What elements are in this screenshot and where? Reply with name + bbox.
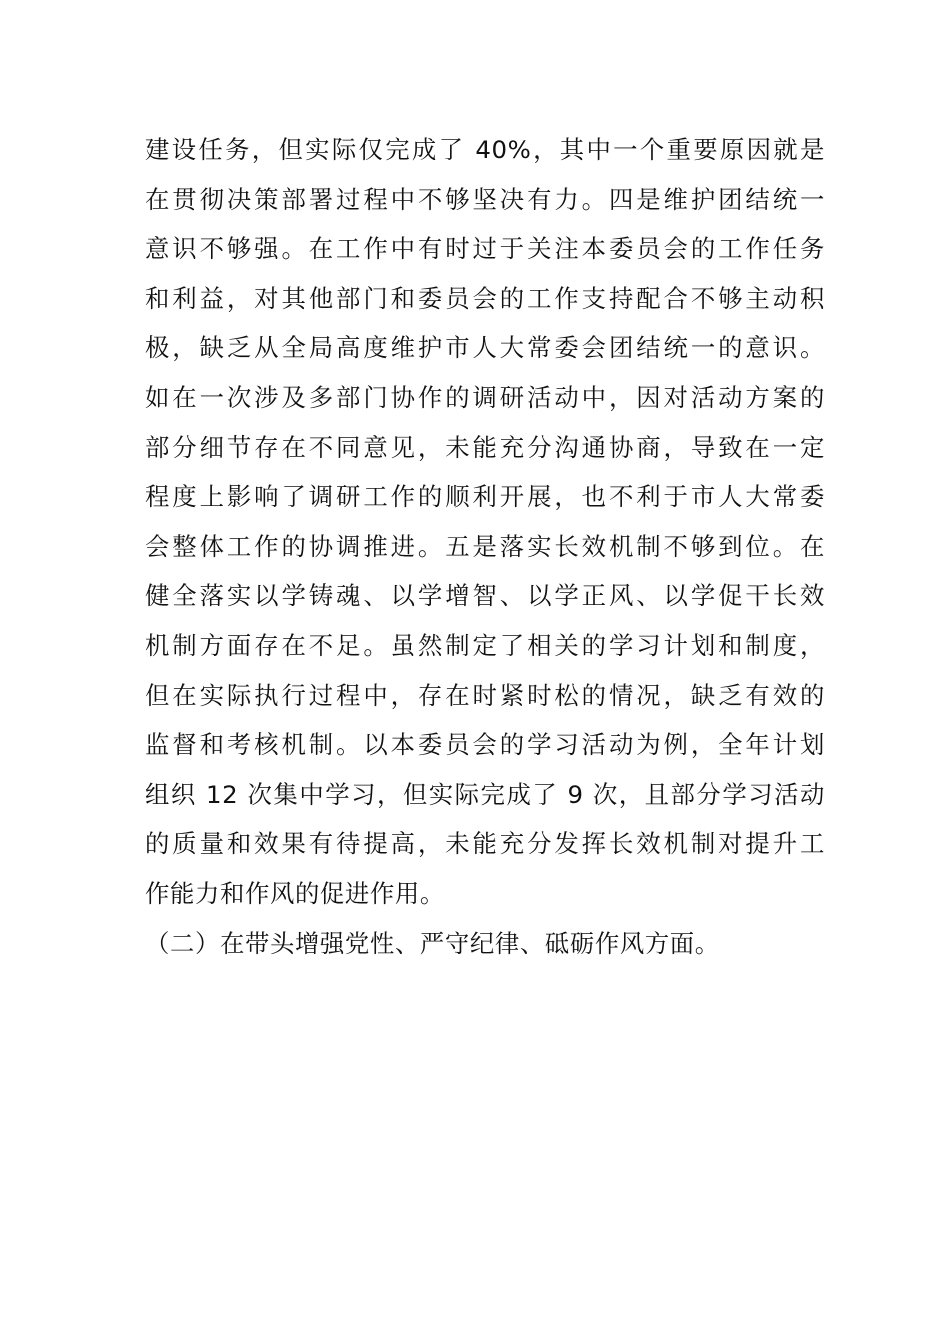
paragraph-line: 的质量和效果有待提高，未能充分发挥长效机制对提升工 bbox=[145, 829, 825, 859]
paragraph-line: 如在一次涉及多部门协作的调研活动中，因对活动方案的 bbox=[145, 382, 825, 412]
paragraph-line-last: 作能力和作风的促进作用。 bbox=[145, 878, 445, 908]
paragraph-line: 意识不够强。在工作中有时过于关注本委员会的工作任务 bbox=[145, 234, 825, 264]
paragraph-line: 机制方面存在不足。虽然制定了相关的学习计划和制度， bbox=[145, 630, 825, 660]
paragraph-line: 监督和考核机制。以本委员会的学习活动为例，全年计划 bbox=[145, 730, 825, 760]
paragraph-line: 在贯彻决策部署过程中不够坚决有力。四是维护团结统一 bbox=[145, 184, 825, 214]
section-heading: （二）在带头增强党性、严守纪律、砥砺作风方面。 bbox=[145, 928, 720, 958]
paragraph-line: 极，缺乏从全局高度维护市人大常委会团结统一的意识。 bbox=[145, 333, 825, 363]
paragraph-line: 部分细节存在不同意见，未能充分沟通协商，导致在一定 bbox=[145, 432, 825, 462]
body-text bbox=[145, 125, 825, 968]
paragraph-line: 程度上影响了调研工作的顺利开展，也不利于市人大常委 bbox=[145, 482, 825, 512]
paragraph-line: 会整体工作的协调推进。五是落实长效机制不够到位。在 bbox=[145, 531, 825, 561]
paragraph-line: 和利益，对其他部门和委员会的工作支持配合不够主动积 bbox=[145, 283, 825, 313]
paragraph-line: 建设任务，但实际仅完成了 40%，其中一个重要原因就是 bbox=[145, 135, 825, 164]
paragraph-line: 但在实际执行过程中，存在时紧时松的情况，缺乏有效的 bbox=[145, 680, 825, 710]
paragraph-line: 组织 12 次集中学习，但实际完成了 9 次，且部分学习活动 bbox=[145, 779, 825, 809]
paragraph-line: 健全落实以学铸魂、以学增智、以学正风、以学促干长效 bbox=[145, 581, 825, 611]
